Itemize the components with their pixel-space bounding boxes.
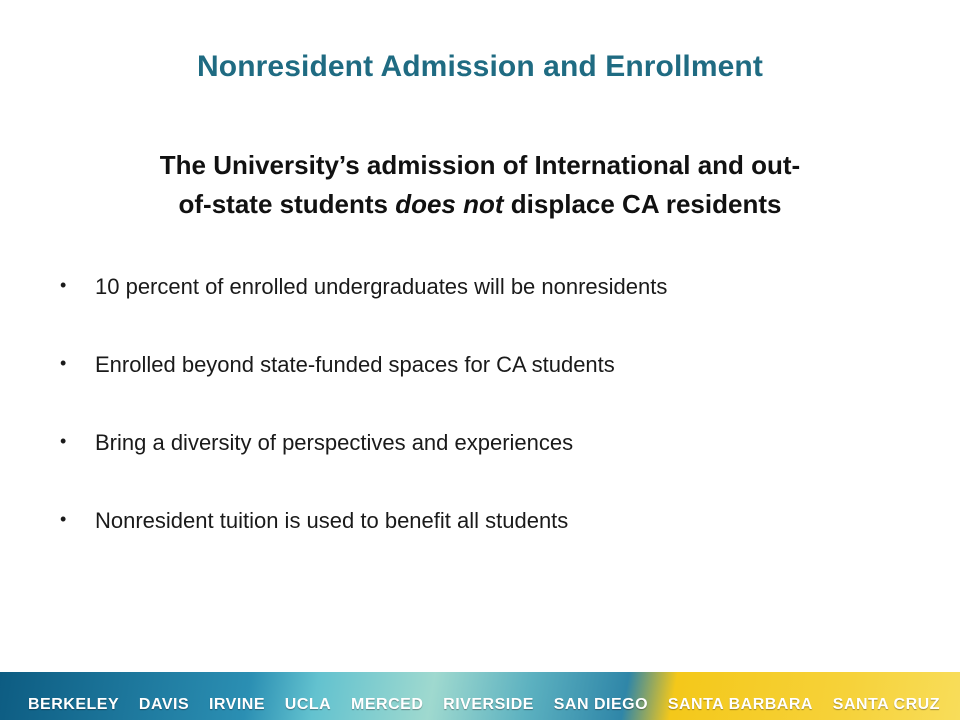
subtitle-emphasis: does not xyxy=(395,189,504,219)
slide-title: Nonresident Admission and Enrollment xyxy=(197,50,763,83)
subtitle-line-2-end: displace CA residents xyxy=(503,189,782,219)
bullet-list xyxy=(0,274,960,586)
campus-list xyxy=(28,696,940,714)
bullet-item xyxy=(0,352,960,430)
campus-santa-cruz: SANTA CRUZ xyxy=(832,696,940,713)
campus-berkeley: BERKELEY xyxy=(28,696,120,713)
bullet-item xyxy=(0,274,960,352)
subtitle-line-1: The University’s admission of International and out- xyxy=(159,150,801,180)
campus-irvine: IRVINE xyxy=(208,696,265,713)
campus-merced: MERCED xyxy=(351,696,424,713)
bullet-text: Enrolled beyond state-funded spaces for CA students xyxy=(95,352,615,377)
bullet-item xyxy=(0,430,960,508)
bullet-item xyxy=(0,508,960,586)
bullet-text: Nonresident tuition is used to benefit all students xyxy=(95,508,569,533)
bullet-icon: • xyxy=(60,353,67,373)
bullet-text: Bring a diversity of perspectives and experiences xyxy=(95,430,574,455)
campus-ucla: UCLA xyxy=(284,696,332,713)
bullet-icon: • xyxy=(60,275,67,295)
slide-subtitle xyxy=(80,146,880,224)
bullet-icon: • xyxy=(60,431,67,451)
campus-san-diego: SAN DIEGO xyxy=(553,696,649,713)
subtitle-line-2-start: of-state students xyxy=(178,189,396,219)
bullet-icon: • xyxy=(60,509,67,529)
campus-davis: DAVIS xyxy=(138,696,190,713)
campus-santa-barbara: SANTA BARBARA xyxy=(667,696,813,713)
campus-footer-banner xyxy=(0,672,960,720)
campus-riverside: RIVERSIDE xyxy=(443,696,534,713)
bullet-text: 10 percent of enrolled undergraduates will be nonresidents xyxy=(95,274,668,299)
